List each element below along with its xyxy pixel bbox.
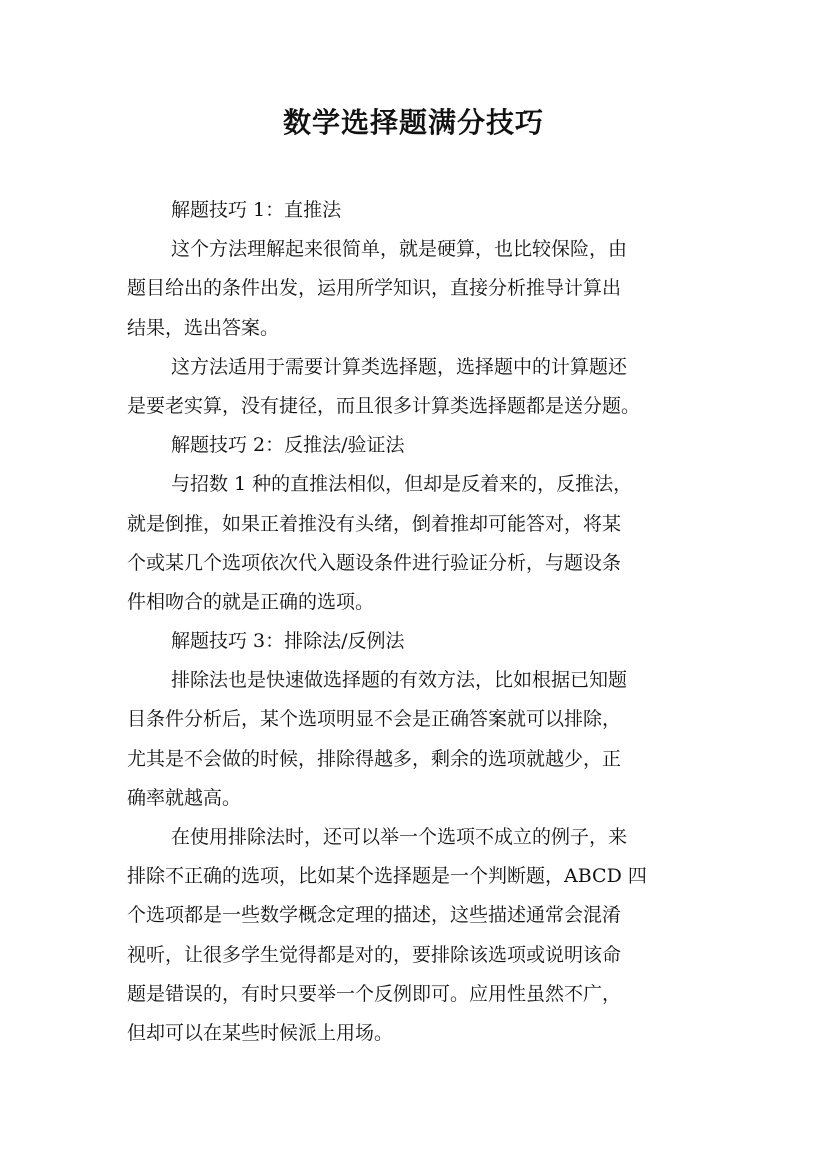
paragraph-5-line-5: 题是错误的，有时只要举一个反例即可。应用性虽然不广， <box>127 982 622 1005</box>
paragraph-3-line-3: 个或某几个选项依次代入题设条件进行验证分析，与题设条 <box>127 551 622 574</box>
paragraph-2-line-1: 这方法适用于需要计算类选择题，选择题中的计算题还 <box>171 355 628 378</box>
paragraph-5-line-3: 个选项都是一些数学概念定理的描述，这些描述通常会混淆 <box>127 904 622 927</box>
paragraph-1-line-2: 题目给出的条件出发，运用所学知识，直接分析推导计算出 <box>127 277 622 300</box>
paragraph-4-line-4: 确率就越高。 <box>127 786 242 809</box>
paragraph-4-line-2: 目条件分析后，某个选项明显不会是正确答案就可以排除， <box>127 708 622 731</box>
paragraph-5-line-4: 视听，让很多学生觉得都是对的，要排除该选项或说明该命 <box>127 943 622 966</box>
paragraph-5-line-1: 在使用排除法时，还可以举一个选项不成立的例子，来 <box>171 826 628 848</box>
paragraph-3-line-4: 件相吻合的就是正确的选项。 <box>127 590 375 613</box>
paragraph-3-line-1: 与招数 1 种的直推法相似，但却是反着来的，反推法， <box>171 473 633 496</box>
paragraph-1-line-3: 结果，选出答案。 <box>127 316 280 339</box>
section-heading-1: 解题技巧 1：直推法 <box>171 199 342 221</box>
section-heading-2: 解题技巧 2：反推法/验证法 <box>171 434 405 457</box>
paragraph-4-line-3: 尤其是不会做的时候，排除得越多，剩余的选项就越少，正 <box>127 747 622 770</box>
paragraph-2-line-2: 是要老实算，没有捷径，而且很多计算类选择题都是送分题。 <box>127 394 641 417</box>
paragraph-3-line-2: 就是倒推，如果正着推没有头绪，倒着推却可能答对，将某 <box>127 512 622 535</box>
paragraph-1-line-1: 这个方法理解起来很简单，就是硬算，也比较保险，由 <box>171 238 628 261</box>
paragraph-5-line-6: 但却可以在某些时候派上用场。 <box>127 1021 394 1044</box>
document-title: 数学选择题满分技巧 <box>282 106 544 139</box>
paragraph-4-line-1: 排除法也是快速做选择题的有效方法，比如根据已知题 <box>171 669 628 692</box>
section-heading-3: 解题技巧 3：排除法/反例法 <box>171 630 405 653</box>
document-body <box>127 191 717 1053</box>
paragraph-5-line-2: 排除不正确的选项，比如某个选择题是一个判断题，ABCD 四 <box>127 865 647 888</box>
